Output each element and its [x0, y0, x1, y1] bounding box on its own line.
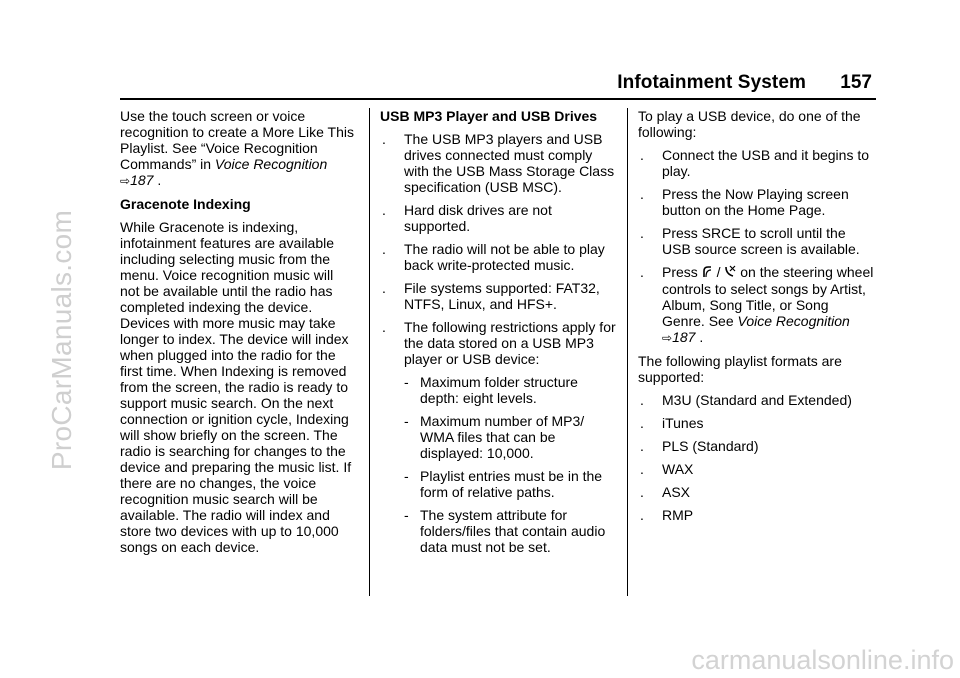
- mute-end-call-icon: [724, 265, 736, 280]
- bullet-icon: .: [382, 241, 386, 257]
- bullet-icon: .: [382, 280, 386, 296]
- column-divider-2: [627, 108, 628, 596]
- usb-heading: USB MP3 Player and USB Drives: [380, 108, 598, 124]
- bullet-icon: .: [640, 147, 644, 163]
- bullet-icon: .: [382, 131, 386, 147]
- dash-icon: -: [404, 507, 409, 523]
- list-item: . ASX: [640, 484, 691, 500]
- bullet-icon: .: [640, 264, 644, 280]
- sub-list-item: - Playlist entries must be in the form of relative paths.: [404, 468, 603, 500]
- bullet-icon: .: [640, 225, 644, 241]
- page-header: [120, 70, 876, 100]
- column-1: [120, 108, 356, 562]
- list-item: . File systems supported: FAT32, NTFS, Linux, and HFS+.: [382, 280, 600, 312]
- bullet-icon: .: [382, 202, 386, 218]
- list-item: . WAX: [640, 461, 694, 477]
- list-item: . Press SRCE to scroll until the USB source screen is available.: [640, 225, 860, 257]
- list-item: . iTunes: [640, 415, 704, 431]
- play-usb-intro: To play a USB device, do one of the following:: [638, 108, 861, 140]
- bullet-icon: .: [640, 186, 644, 202]
- list-item: . The following restrictions apply for the data stored on a USB MP3 player or USB device:: [382, 319, 616, 367]
- column-3: [638, 108, 874, 530]
- sub-list-item: - The system attribute for folders/files that contain audio data must not be set.: [404, 507, 606, 555]
- bullet-icon: .: [640, 438, 644, 454]
- list-item: . Hard disk drives are not supported.: [382, 202, 552, 234]
- page-ref-arrow-icon: ⇨: [120, 174, 131, 188]
- playlist-formats-intro: The following playlist formats are supported:: [638, 353, 842, 385]
- column-2: [380, 108, 616, 562]
- footer-watermark: carmanualsonline.info: [691, 645, 954, 675]
- gracenote-paragraph: While Gracenote is indexing, infotainment features are available including selecting music from the menu. Voice recognition music will not be available until the radio has completed indexing the device. Devices with more music may take longer to index. The device will index when plugged into the radio for the first time. When Indexing is removed from the screen, the radio is ready to support music search. On the next connection or ignition cycle, Indexing will show briefly on the screen. The radio is searching for changes to the device and preparing the music list. If there are no changes, the voice recognition music search will be available. The radio will index and store two devices with up to 10,000 songs on each device.: [120, 219, 352, 555]
- page-ref[interactable]: 187: [130, 172, 154, 188]
- bullet-icon: .: [640, 392, 644, 408]
- sub-list-item: - Maximum number of MP3/ WMA files that can be displayed: 10,000.: [404, 413, 585, 461]
- voice-recognition-link[interactable]: Voice Recognition: [214, 156, 328, 172]
- bullet-icon: .: [640, 484, 644, 500]
- bullet-icon: .: [640, 461, 644, 477]
- list-item: . The USB MP3 players and USB drives connected must comply with the USB Mass Storage Class specification (USB MSC).: [382, 131, 615, 195]
- page-ref[interactable]: 187: [672, 329, 696, 345]
- list-item: . Press the Now Playing screen button on the Home Page.: [640, 186, 849, 218]
- bullet-icon: .: [382, 319, 386, 335]
- gracenote-heading: Gracenote Indexing: [120, 196, 251, 212]
- more-like-this-paragraph: Use the touch screen or voice recognition to create a More Like This Playlist. See “Voice Recognition Commands” in Voice Recognition ⇨187 .: [120, 108, 354, 188]
- voice-recognition-link[interactable]: Voice Recognition: [737, 313, 850, 329]
- page-ref-arrow-icon: ⇨: [662, 331, 673, 345]
- list-item: . M3U (Standard and Extended): [640, 392, 852, 408]
- dash-icon: -: [404, 413, 409, 429]
- watermark: ProCarManuals.com: [46, 209, 77, 471]
- bullet-icon: .: [640, 415, 644, 431]
- voice-button-icon: [702, 265, 713, 280]
- bullet-icon: .: [640, 507, 644, 523]
- dash-icon: -: [404, 374, 409, 390]
- list-item: . Press / on the steering wheel controls to select songs by Artist, Album, Song Title, or Song Genre. See Voice Recognition ⇨187 .: [640, 264, 874, 345]
- dash-icon: -: [404, 468, 409, 484]
- list-item: . RMP: [640, 507, 694, 523]
- column-divider-1: [369, 108, 370, 596]
- sub-list-item: - Maximum folder structure depth: eight levels.: [404, 374, 578, 406]
- list-item: . PLS (Standard): [640, 438, 759, 454]
- page-number: 157: [840, 72, 872, 93]
- page-title: Infotainment System: [617, 72, 806, 93]
- list-item: . Connect the USB and it begins to play.: [640, 147, 870, 179]
- list-item: . The radio will not be able to play back write-protected music.: [382, 241, 605, 273]
